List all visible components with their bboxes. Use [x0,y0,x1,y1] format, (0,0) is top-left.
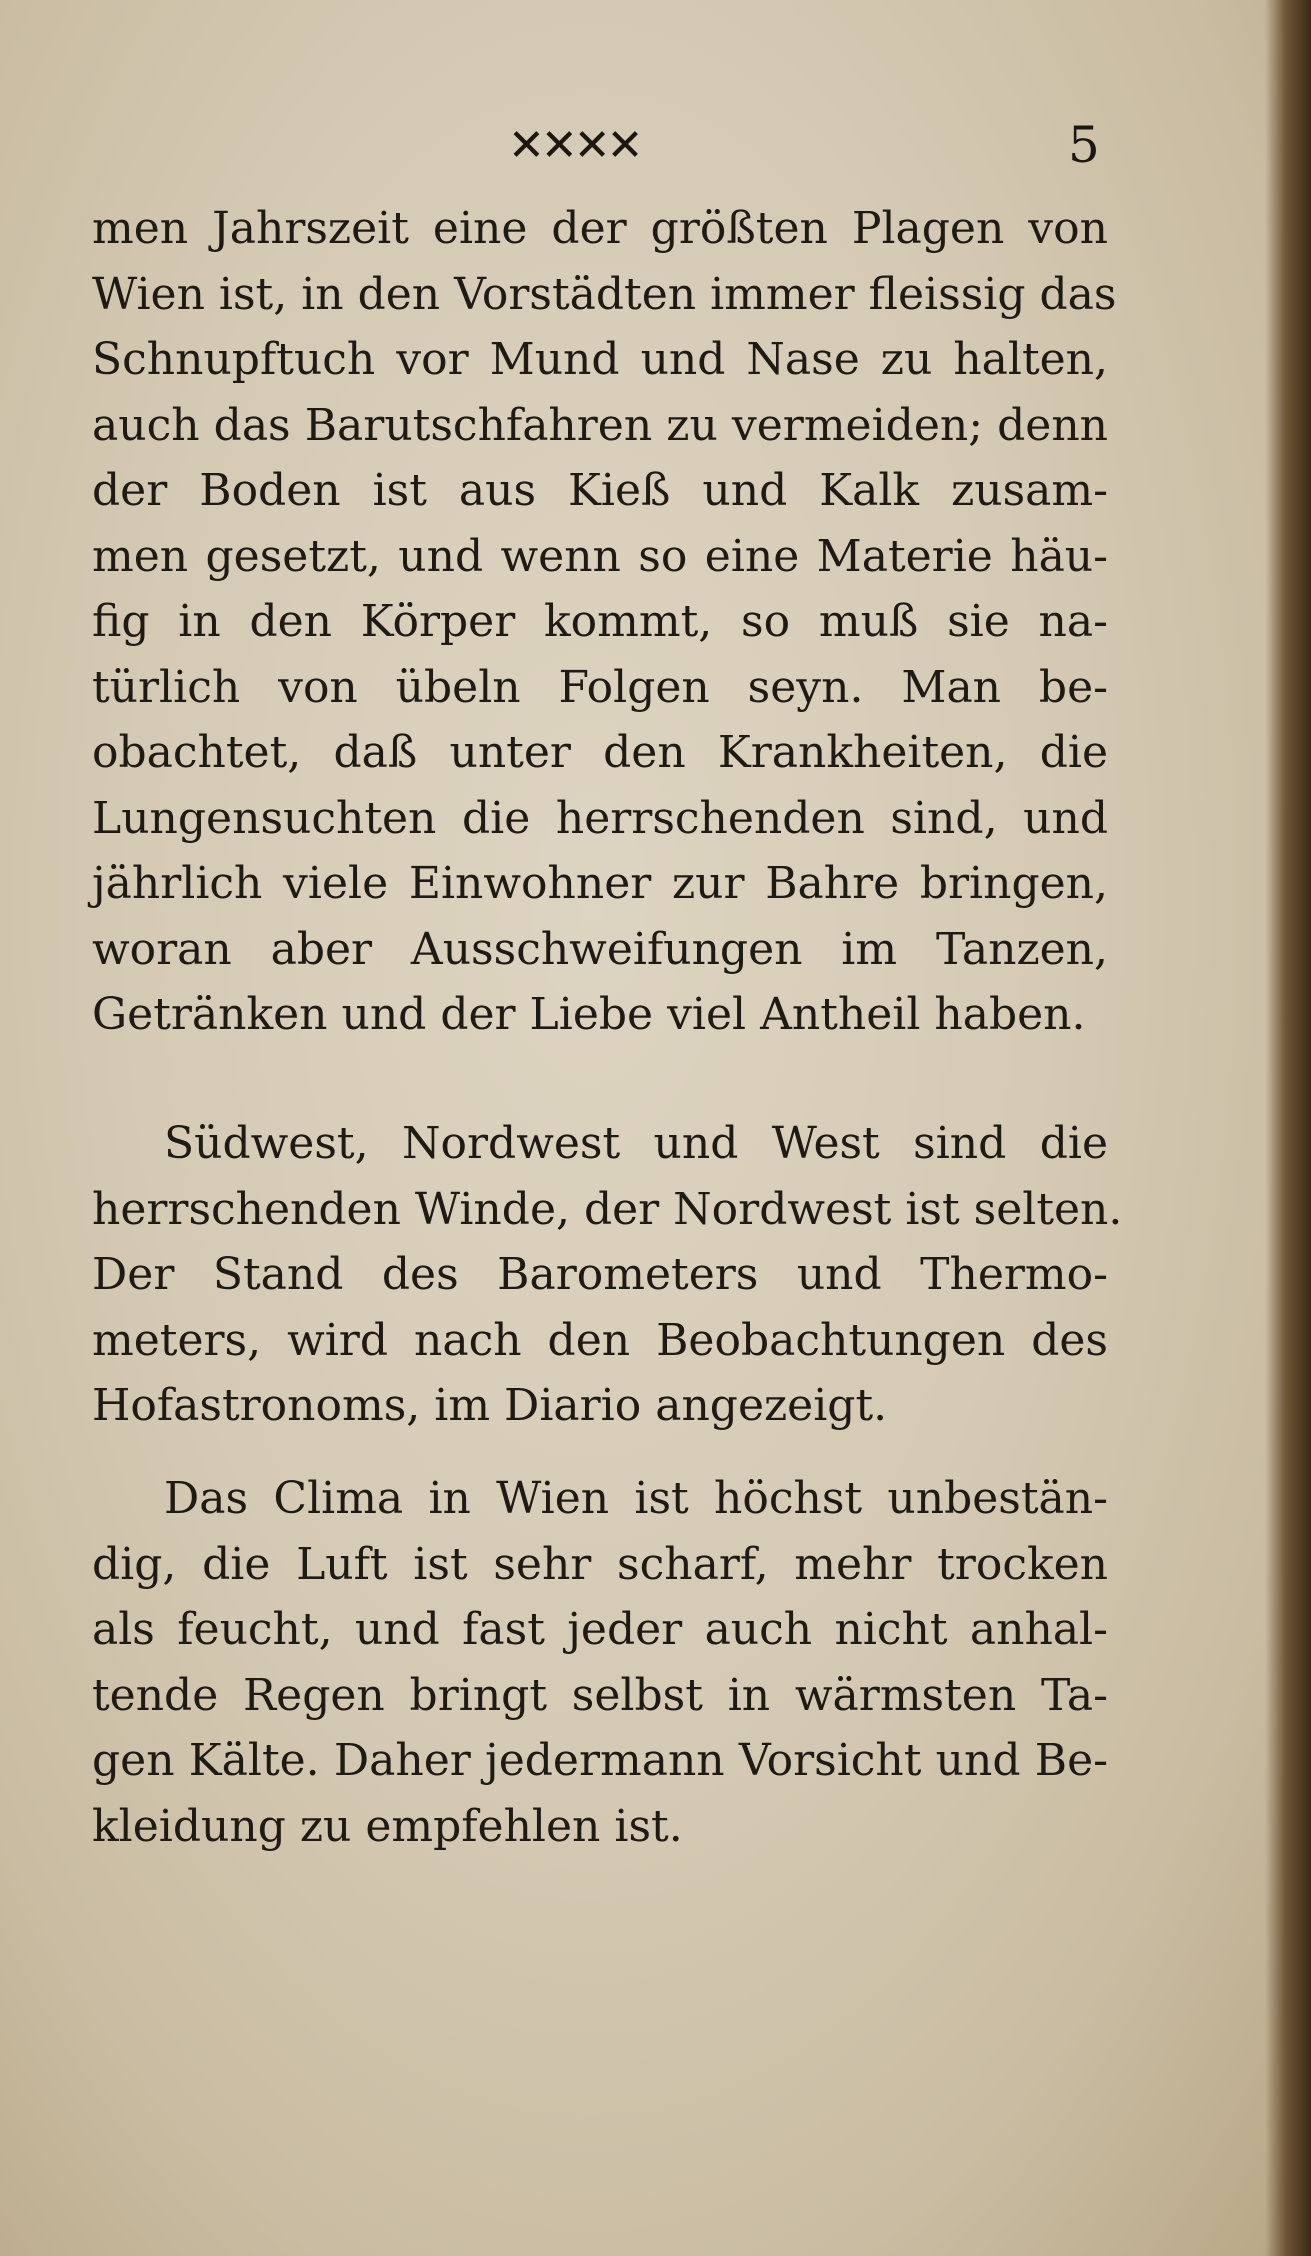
text-line: herrschenden Winde, der Nordwest ist selten. [92,1183,1123,1235]
text-line: meters, wird nach den Beobachtungen des [92,1314,1108,1366]
text-line: gen Kälte. Daher jedermann Vorsicht und Be- [92,1735,1108,1786]
text-line: dig, die Luft ist sehr scharf, mehr trocken [92,1538,1108,1590]
text-line: men gesetzt, und wenn so eine Materie häu- [92,530,1108,582]
paragraph-winds [92,1111,1123,1439]
text-line: obachtet, daß unter den Krankheiten, die [92,727,1108,778]
header-ornament: ✕✕✕✕ [508,120,640,171]
page-header [0,116,1311,180]
page-number: 5 [1068,116,1100,174]
text-line: fig in den Körper kommt, so muß sie na- [92,596,1108,647]
text-line: woran aber Ausschweifungen im Tanzen, [92,923,1108,975]
text-line: Getränken und der Liebe viel Antheil haben. [92,989,1086,1040]
text-line: jährlich viele Einwohner zur Bahre bringen, [92,858,1108,909]
text-line: Wien ist, in den Vorstädten immer fleissig das [92,268,1117,320]
text-line: tende Regen bringt selbst in wärmsten Ta- [92,1669,1108,1721]
text-line: der Boden ist aus Kieß und Kalk zusam- [92,465,1108,516]
text-line: Lungensuchten die herrschenden sind, und [92,792,1108,844]
text-line: Südwest, Nordwest und West sind die [164,1118,1108,1169]
text-line: Der Stand des Barometers und Thermo- [92,1249,1108,1300]
text-line: kleidung zu empfehlen ist. [92,1800,683,1852]
text-line: türlich von übeln Folgen seyn. Man be- [92,661,1108,713]
text-line: als feucht, und fast jeder auch nicht anhal- [92,1604,1108,1655]
paragraph-continuation [92,196,1117,1048]
text-line: Schnupftuch vor Mund und Nase zu halten, [92,334,1108,385]
text-line: men Jahrszeit eine der größten Plagen von [92,203,1108,254]
text-line: auch das Barutschfahren zu vermeiden; denn [92,399,1108,451]
text-line: Das Clima in Wien ist höchst unbestän- [164,1473,1108,1524]
paragraph-climate [92,1466,1108,1859]
text-line: Hofastronoms, im Diario angezeigt. [92,1380,888,1431]
